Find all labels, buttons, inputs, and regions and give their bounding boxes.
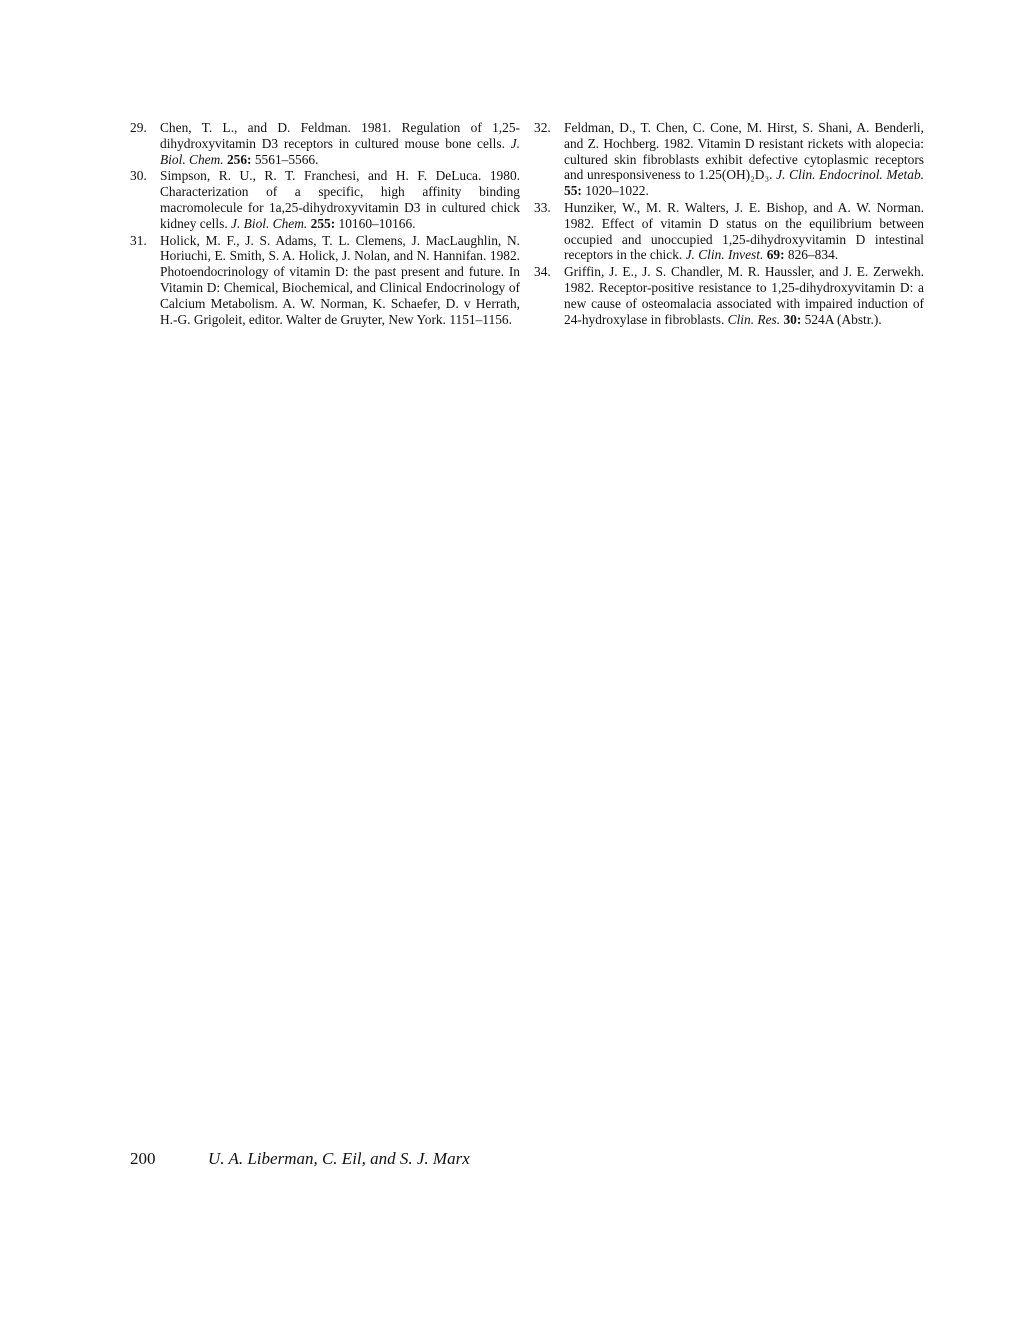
volume-number: 30: — [783, 311, 802, 327]
reference-number: 31. — [130, 232, 147, 248]
reference-text: 1020–1022. — [581, 183, 649, 199]
volume-number: 255: — [310, 215, 336, 231]
journal-title: J. Biol. Chem. — [231, 215, 308, 231]
journal-title: J. Clin. Invest. — [685, 247, 764, 263]
reference-text: Griffin, J. E., J. S. Chandler, M. R. Haussler, and J. E. Zerwekh. 1982. Receptor-positive resistance to 1,25-dihydroxyvitamin D: a new cause of osteomalacia associated with impaired induction of 24-hydroxylase in fibroblasts. — [564, 264, 924, 327]
reference-number: 33. — [534, 199, 551, 215]
reference-item — [130, 120, 520, 167]
reference-item — [534, 200, 924, 263]
reference-item — [534, 120, 924, 199]
reference-text: Simpson, R. U., R. T. Franchesi, and H. F. DeLuca. 1980. Characterization of a specific, high affinity binding macromolecule for 1a,25-dihydroxyvitamin D3 in cultured chick kidney cells. — [160, 168, 520, 231]
reference-text: Feldman, D., T. Chen, C. Cone, M. Hirst, S. Shani, A. Benderli, and Z. Hochberg. 1982. Vitamin D resistant rickets with alopecia: cultured skin fibroblasts exhibit defective cytoplasmic receptors and unresponsiveness to 1.25(OH)₂D₃. — [564, 120, 924, 183]
reference-number: 34. — [534, 264, 551, 280]
reference-text: 5561–5566. — [251, 151, 319, 167]
volume-number: 256: — [226, 151, 252, 167]
volume-number: 69: — [766, 247, 785, 263]
journal-title: J. Biol. Chem. — [160, 135, 520, 167]
reference-text: Hunziker, W., M. R. Walters, J. E. Bishop, and A. W. Norman. 1982. Effect of vitamin D status on the equilibrium between occupied and unoccupied 1,25-dihydroxyvitamin D intestinal receptors in the chick. — [564, 199, 924, 263]
reference-text: 10160–10166. — [335, 215, 416, 231]
reference-number: 32. — [534, 120, 551, 135]
page-footer — [130, 1149, 470, 1169]
volume-number: 55: — [564, 183, 582, 199]
reference-item — [130, 168, 520, 231]
reference-item — [534, 264, 924, 327]
reference-text: 524A (Abstr.). — [801, 311, 882, 327]
running-authors: U. A. Liberman, C. Eil, and S. J. Marx — [208, 1149, 470, 1168]
page-number: 200 — [130, 1149, 156, 1168]
reference-list-right — [534, 120, 924, 328]
reference-text: Holick, M. F., J. S. Adams, T. L. Clemens, J. MacLaughlin, N. Horiuchi, E. Smith, S. A. Holick, J. Nolan, and N. Hannifan. 1982. Photoendocrinology of vitamin D: the past present and future. In Vitamin D: Chemical, Biochemical, and Clinical Endocrinology of Calcium Metabolism. A. W. Norman, K. Schaefer, D. v Herrath, H.-G. Grigoleit, editor. Walter de Gruyter, New York. 1151–1156. — [160, 232, 520, 327]
reference-number: 29. — [130, 120, 147, 135]
journal-title: Clin. Res. — [727, 311, 781, 327]
reference-list-left — [130, 120, 520, 328]
journal-title: J. Clin. Endocrinol. Metab. — [776, 167, 924, 183]
reference-item — [130, 233, 520, 328]
reference-number: 30. — [130, 168, 147, 184]
reference-text: 826–834. — [784, 247, 839, 263]
reference-text: Chen, T. L., and D. Feldman. 1981. Regulation of 1,25-dihydroxyvitamin D3 receptors in cultured mouse bone cells. — [160, 120, 520, 151]
